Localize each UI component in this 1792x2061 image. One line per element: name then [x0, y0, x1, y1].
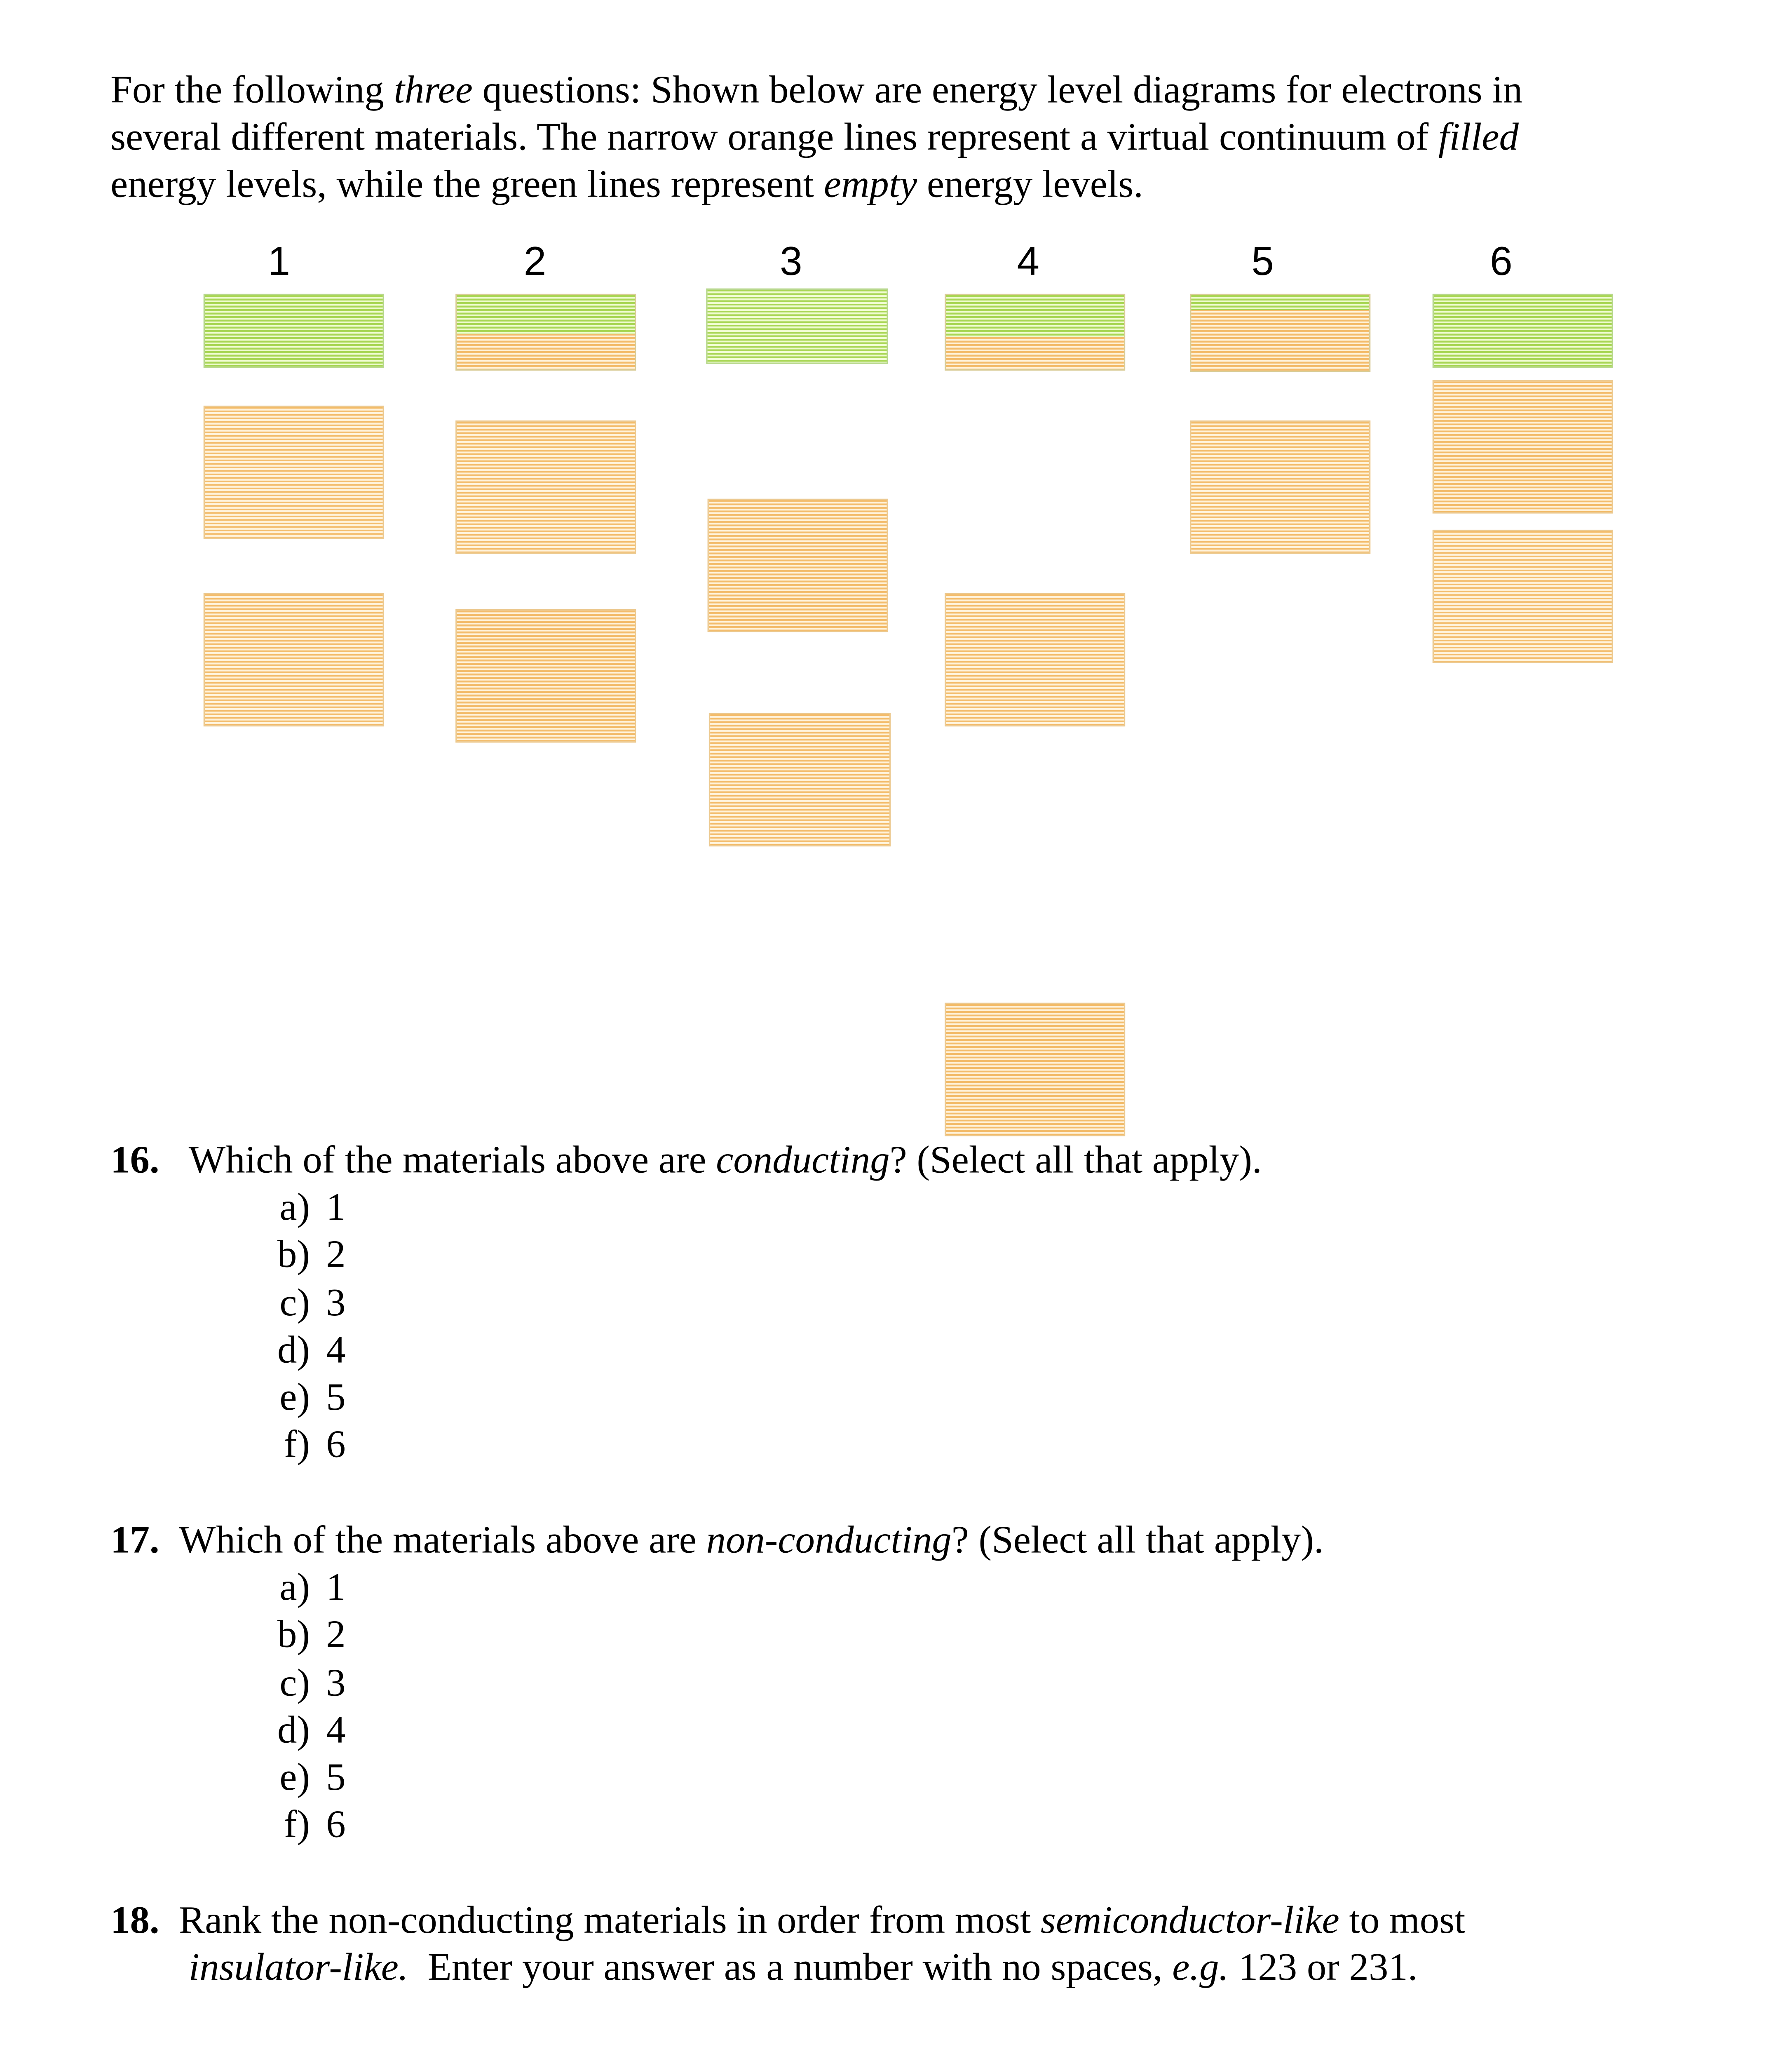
question-text: to most: [1339, 1899, 1466, 1942]
intro-text: several different materials. The narrow orange lines represent a virtual continuum of: [110, 116, 1438, 159]
partially-filled-band: [945, 294, 1125, 371]
choice-letter: e): [279, 1376, 310, 1420]
intro-emphasis-three: three: [394, 68, 473, 112]
choice-letter: d): [277, 1329, 310, 1372]
choice-letter: c): [279, 1281, 310, 1324]
band-empty-portion: [457, 295, 635, 333]
choice-value: 5: [326, 1756, 346, 1800]
question-18-line-2: [189, 1945, 1418, 1992]
q17-choice-f[interactable]: [248, 1803, 346, 1850]
intro-text: energy levels, while the green lines represent: [110, 163, 824, 207]
band-empty-portion: [946, 295, 1124, 337]
filled-band: [455, 609, 636, 743]
q16-choice-a[interactable]: [248, 1185, 346, 1232]
q16-choice-e[interactable]: [248, 1375, 346, 1423]
empty-band: [1433, 294, 1613, 368]
partially-filled-band: [455, 294, 636, 371]
question-emphasis: semiconductor-like: [1040, 1899, 1339, 1942]
filled-band: [204, 593, 384, 727]
choice-value: 2: [326, 1613, 346, 1657]
question-number: 16.: [110, 1138, 159, 1182]
choice-value: 1: [326, 1186, 346, 1229]
question-emphasis: non-conducting: [706, 1519, 952, 1562]
choice-letter: c): [279, 1661, 310, 1704]
question-16: [110, 1138, 1262, 1185]
diagram-label-6: 6: [1490, 240, 1513, 284]
empty-band: [204, 294, 384, 368]
q17-choice-d[interactable]: [248, 1707, 346, 1755]
choice-value: 3: [326, 1661, 346, 1704]
question-text: ? (Select all that apply).: [889, 1138, 1262, 1182]
intro-line-3: [110, 162, 1522, 209]
choice-value: 3: [326, 1281, 346, 1324]
filled-band: [1190, 420, 1370, 554]
question-text: ? (Select all that apply).: [951, 1519, 1324, 1562]
q16-choice-list: [248, 1185, 346, 1470]
intro-emphasis-filled: filled: [1438, 116, 1519, 159]
intro-line-2: [110, 115, 1522, 162]
intro-text: questions: Shown below are energy level diagrams for electrons in: [472, 68, 1523, 112]
choice-letter: e): [279, 1756, 310, 1800]
diagram-label-1: 1: [267, 240, 291, 284]
choice-value: 5: [326, 1376, 346, 1420]
question-17: [110, 1518, 1324, 1565]
question-text: Enter your answer as a number with no spaces,: [408, 1946, 1173, 1990]
question-text: 123 or 231.: [1229, 1946, 1418, 1990]
intro-text: For the following: [110, 68, 394, 112]
choice-letter: f): [284, 1424, 310, 1467]
q17-choice-list: [248, 1565, 346, 1850]
filled-band: [945, 593, 1125, 727]
intro-text: energy levels.: [917, 163, 1143, 207]
filled-band: [945, 1003, 1125, 1136]
q17-choice-c[interactable]: [248, 1660, 346, 1707]
choice-value: 6: [326, 1804, 346, 1847]
q17-choice-b[interactable]: [248, 1613, 346, 1660]
question-emphasis: conducting: [716, 1138, 890, 1182]
question-number: 18.: [110, 1899, 159, 1942]
filled-band: [455, 420, 636, 554]
choice-letter: f): [284, 1804, 310, 1847]
q16-choice-b[interactable]: [248, 1232, 346, 1279]
diagram-label-3: 3: [780, 240, 802, 284]
filled-band: [204, 406, 384, 539]
choice-value: 4: [326, 1329, 346, 1372]
filled-band: [1433, 380, 1613, 514]
diagram-label-2: 2: [523, 240, 547, 284]
mostly-filled-band: [1190, 294, 1370, 372]
filled-band: [709, 713, 891, 847]
diagram-label-5: 5: [1251, 240, 1274, 284]
choice-value: 6: [326, 1424, 346, 1467]
filled-band: [1433, 530, 1613, 663]
filled-band: [708, 499, 888, 632]
question-text: Rank the non-conducting materials in order from most: [159, 1899, 1041, 1942]
choice-letter: a): [279, 1566, 310, 1610]
question-18: [110, 1898, 1465, 1945]
choice-value: 1: [326, 1566, 346, 1610]
intro-paragraph: [110, 67, 1522, 209]
choice-value: 2: [326, 1233, 346, 1277]
intro-line-1: [110, 67, 1522, 114]
question-text: Which of the materials above are: [188, 1138, 716, 1182]
empty-band: [706, 289, 888, 364]
q17-choice-a[interactable]: [248, 1565, 346, 1612]
choice-letter: b): [277, 1233, 310, 1277]
question-emphasis: e.g.: [1172, 1946, 1229, 1990]
choice-letter: a): [279, 1186, 310, 1229]
question-text: Which of the materials above are: [179, 1519, 706, 1562]
band-empty-portion: [1191, 295, 1369, 310]
q16-choice-d[interactable]: [248, 1327, 346, 1375]
choice-letter: d): [277, 1709, 310, 1752]
q16-choice-f[interactable]: [248, 1423, 346, 1470]
choice-value: 4: [326, 1709, 346, 1752]
q16-choice-c[interactable]: [248, 1280, 346, 1327]
intro-emphasis-empty: empty: [823, 163, 917, 207]
choice-letter: b): [277, 1613, 310, 1657]
question-number: 17.: [110, 1519, 159, 1562]
q17-choice-e[interactable]: [248, 1755, 346, 1803]
diagram-label-4: 4: [1017, 240, 1040, 284]
question-emphasis: insulator-like.: [188, 1946, 408, 1990]
